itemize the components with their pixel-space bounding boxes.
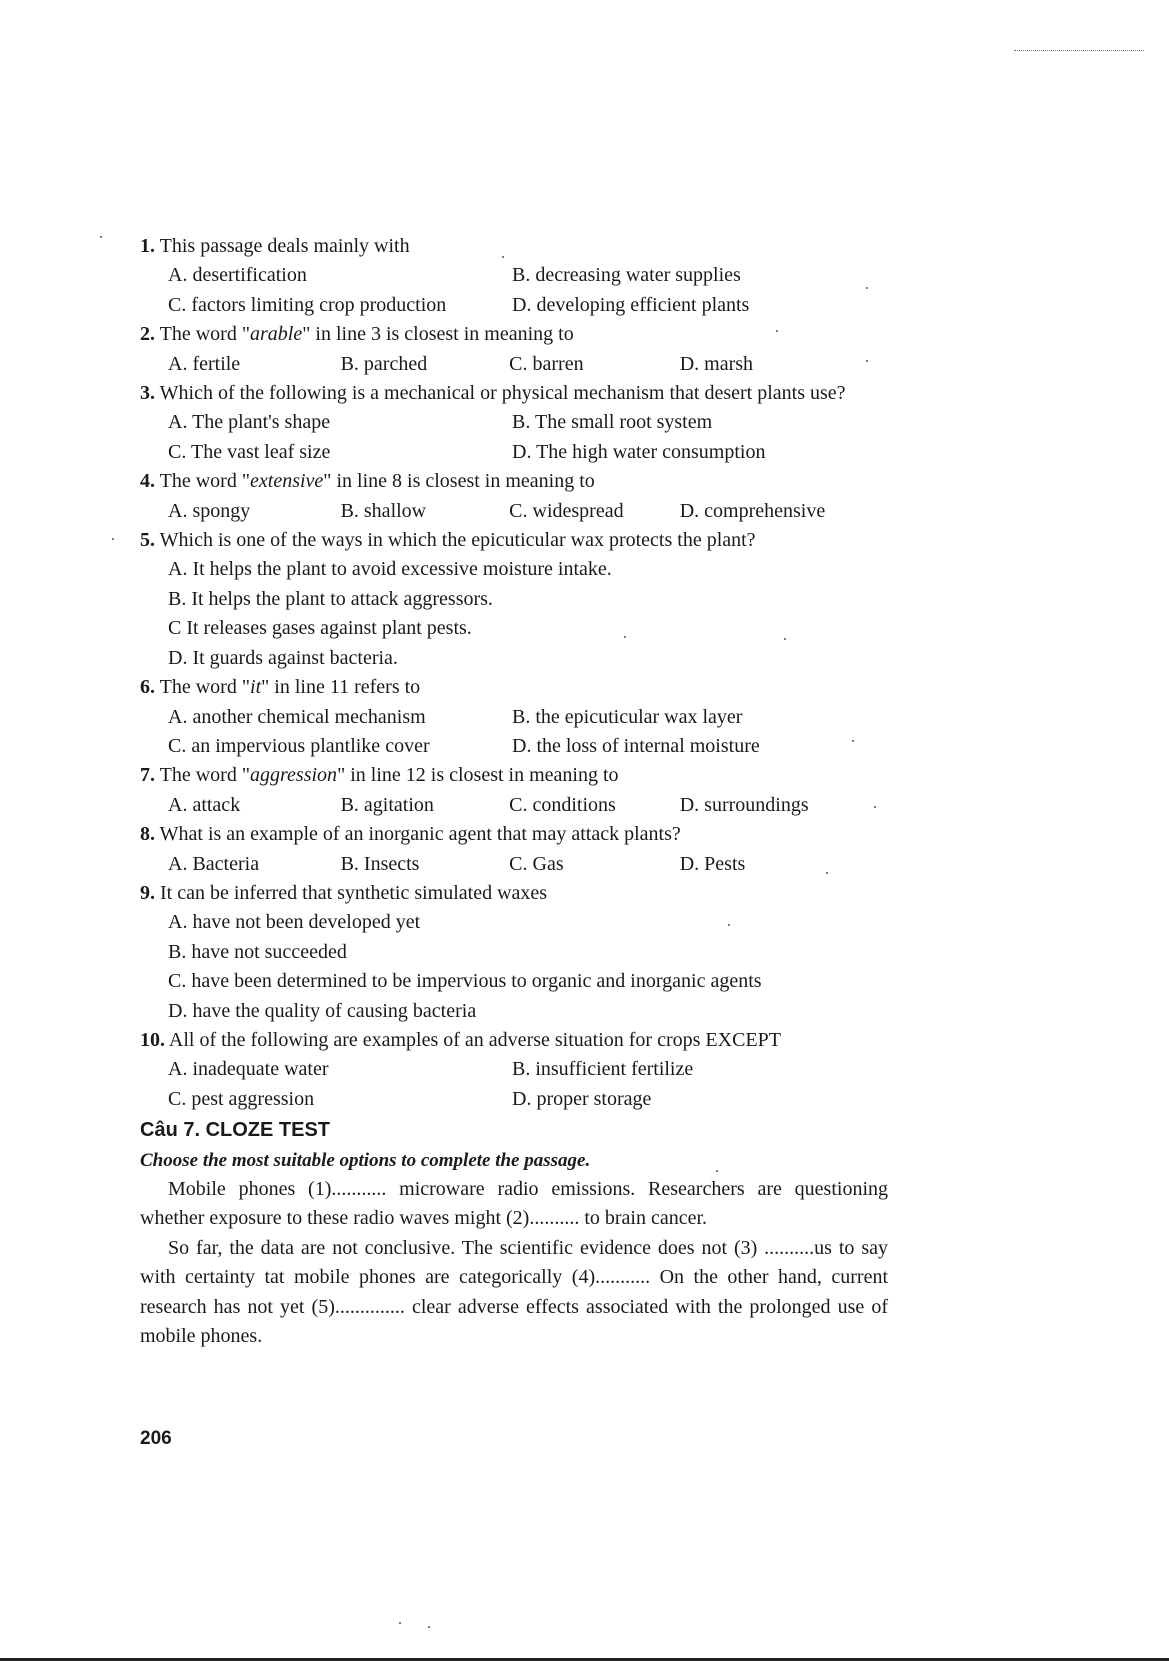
option-d: D. comprehensive	[679, 499, 826, 522]
option-b: B. shallow	[340, 499, 427, 522]
question-stem-post: " in line 12 is closest in meaning to	[337, 764, 619, 787]
question-stem: Which is one of the ways in which the epicuticular wax protects the plant?	[159, 529, 756, 552]
question-number: 3.	[140, 382, 155, 405]
question-stem-pre: The word "	[159, 323, 251, 346]
page-number: 206	[140, 1428, 172, 1449]
option-b: B. decreasing water supplies	[512, 264, 741, 287]
option-c: C. Gas	[509, 852, 564, 875]
option-a: A. Bacteria	[168, 852, 260, 875]
option-row	[168, 408, 888, 437]
option-b: B. Insects	[340, 852, 420, 875]
option-b: B. the epicuticular wax layer	[512, 705, 743, 728]
option-b: B. insufficient fertilize	[512, 1058, 694, 1081]
question-term: arable	[250, 323, 303, 346]
question-stem-pre: The word "	[159, 676, 251, 699]
option-row	[168, 261, 888, 290]
option-c: C. barren	[509, 352, 584, 375]
question-number: 5.	[140, 529, 155, 552]
question-term: extensive	[250, 470, 324, 493]
question-stem-post: " in line 3 is closest in meaning to	[302, 323, 574, 346]
option-a: A. spongy	[168, 499, 251, 522]
question-stem: All of the following are examples of an adverse situation for crops EXCEPT	[168, 1028, 781, 1051]
option-b: B. It helps the plant to attack aggressors.	[168, 587, 493, 610]
option-row	[168, 850, 888, 879]
option-d: D. It guards against bacteria.	[168, 646, 398, 669]
question-stem: This passage deals mainly with	[159, 235, 410, 257]
option-a: A. another chemical mechanism	[168, 705, 426, 728]
question-stem-pre: The word "	[159, 764, 251, 787]
question-number: 6.	[140, 676, 155, 699]
option-d: D. Pests	[679, 852, 746, 875]
option-c: C. pest aggression	[168, 1087, 315, 1110]
option-a: A. attack	[168, 793, 241, 816]
question-4	[140, 467, 888, 496]
option-a: A. desertification	[168, 264, 307, 287]
option-c: C It releases gases against plant pests.	[168, 617, 472, 640]
option-row	[168, 291, 888, 320]
option-row	[168, 703, 888, 732]
question-number: 8.	[140, 823, 155, 846]
option-b: B. agitation	[340, 793, 434, 816]
question-9	[140, 879, 888, 908]
question-number: 7.	[140, 764, 155, 787]
option-row	[168, 791, 888, 820]
option-a: A. inadequate water	[168, 1058, 329, 1081]
option-c: C. The vast leaf size	[168, 440, 331, 463]
option-b: B. parched	[340, 352, 428, 375]
section-instruction: Choose the most suitable options to complete the passage.	[140, 1149, 591, 1171]
option-row	[168, 732, 888, 761]
option-row	[168, 350, 888, 379]
option-a: A. fertile	[168, 352, 241, 375]
question-5	[140, 526, 888, 555]
scan-speck	[428, 1626, 430, 1628]
question-3	[140, 379, 888, 408]
question-2	[140, 320, 888, 349]
option-c: C. conditions	[509, 793, 616, 816]
question-term: aggression	[250, 764, 338, 787]
option-d: D. developing efficient plants	[512, 293, 750, 316]
passage-paragraph: Mobile phones (1)........... microware radio emissions. Researchers are questioning whether exposure to these radio waves might (2).......... to brain cancer.	[140, 1178, 888, 1230]
question-stem-post: " in line 11 refers to	[261, 676, 421, 699]
option-row	[168, 438, 888, 467]
question-term: it	[250, 676, 262, 699]
option-c: C. factors limiting crop production	[168, 293, 447, 316]
question-stem: What is an example of an inorganic agent that may attack plants?	[159, 823, 681, 846]
option-row	[168, 1055, 888, 1084]
option-a: A. The plant's shape	[168, 411, 331, 434]
question-stem-pre: The word "	[159, 470, 251, 493]
option-d: D. marsh	[679, 352, 754, 375]
option-b: B. The small root system	[512, 411, 713, 434]
question-number: 1.	[140, 235, 155, 257]
scan-speck	[112, 538, 114, 540]
question-number: 9.	[140, 881, 155, 904]
option-a: A. have not been developed yet	[168, 911, 421, 934]
option-c: C. have been determined to be impervious to organic and inorganic agents	[168, 970, 762, 993]
option-d: D. have the quality of causing bacteria	[168, 999, 477, 1022]
option-c: C. an impervious plantlike cover	[168, 734, 430, 757]
scan-speck	[100, 236, 102, 238]
question-stem: It can be inferred that synthetic simulated waxes	[160, 881, 548, 904]
question-stem: Which of the following is a mechanical or physical mechanism that desert plants use?	[159, 382, 846, 405]
question-1	[140, 232, 888, 261]
option-d: D. The high water consumption	[512, 440, 766, 463]
question-8	[140, 820, 888, 849]
question-block	[140, 232, 888, 1351]
scan-speck	[399, 1622, 401, 1624]
option-b: B. have not succeeded	[168, 940, 347, 963]
option-d: D. proper storage	[512, 1087, 652, 1110]
option-row	[168, 1085, 888, 1114]
option-c: C. widespread	[509, 499, 624, 522]
question-6	[140, 673, 888, 702]
question-stem-post: " in line 8 is closest in meaning to	[323, 470, 595, 493]
option-a: A. It helps the plant to avoid excessive moisture intake.	[168, 558, 612, 581]
question-number: 2.	[140, 323, 155, 346]
question-number: 10.	[140, 1028, 165, 1051]
option-row	[168, 497, 888, 526]
scan-dotted-line	[1014, 50, 1144, 51]
section-title: Câu 7. CLOZE TEST	[140, 1119, 331, 1142]
question-10	[140, 1026, 888, 1055]
option-d: D. surroundings	[679, 793, 809, 816]
question-7	[140, 761, 888, 790]
option-d: D. the loss of internal moisture	[512, 734, 760, 757]
passage-paragraph: So far, the data are not conclusive. The scientific evidence does not (3) ..........us to say with certainty tat mobile phones are categorically (4)........... On the other hand, current research has not yet (5).............. clear adverse effects associated with the prolonged use of mobile phones.	[140, 1236, 888, 1348]
question-number: 4.	[140, 470, 155, 493]
